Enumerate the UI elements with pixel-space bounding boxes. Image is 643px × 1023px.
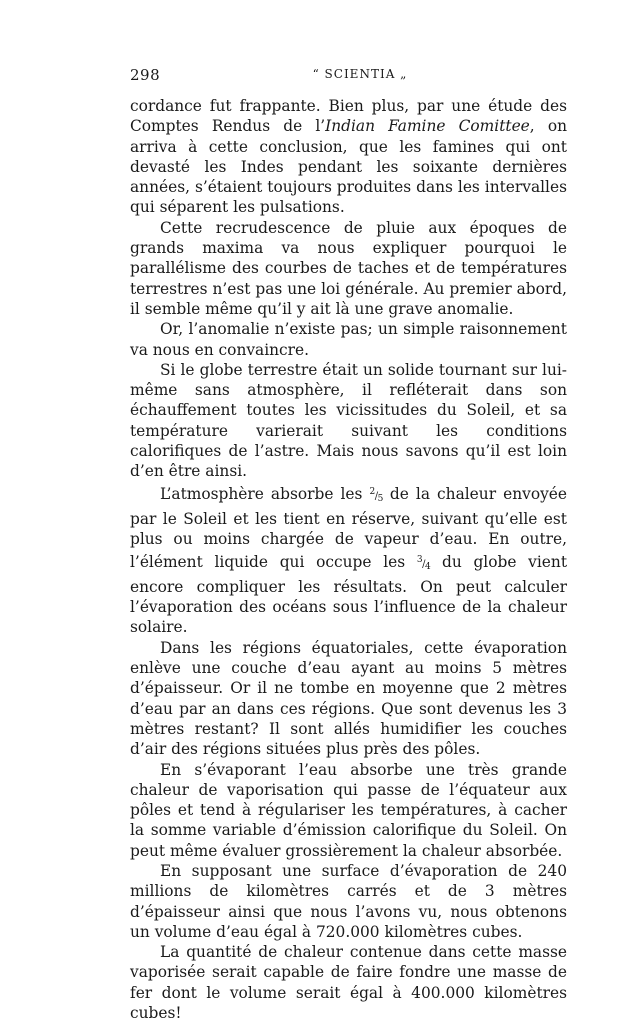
indian-famine-comittee-title: Indian Famine Comittee xyxy=(325,117,530,136)
paragraph-1-text-end: , on arriva à cette conclusion, que les famines qui ont devasté les Indes pendant les soixante dernières années, s’étaient toujours produites dans les intervalles qui séparent les pulsations. xyxy=(130,117,567,217)
page-header xyxy=(130,66,566,86)
paragraph-5 xyxy=(130,482,567,638)
paragraph-2: Cette recrudescence de pluie aux époques de grands maxima va nous expliquer pourquoi le parallélisme des courbes de taches et de températures terrestres n’est pas une loi générale. Au premier abord, il semble même qu’il y ait là une grave anomalie. xyxy=(130,218,567,318)
paragraph-3: Or, l’anomalie n’existe pas; un simple raisonnement va nous en convaincre. xyxy=(130,320,567,359)
body-text xyxy=(130,96,567,1023)
paragraph-1-text-start: cordance fut frappante. Bien plus, par une étude des Comptes Rendus de l’ xyxy=(130,97,567,136)
page-number: 298 xyxy=(130,66,161,84)
fraction-numerator: 2 xyxy=(369,486,375,497)
paragraph-5-text-b: de la chaleur envoyée par le Soleil et les tient en réserve, suivant qu’elle est plus ou moins chargée de vapeur d’eau. En outre, l’élément liquide qui occupe les xyxy=(130,484,567,571)
paragraph-5-text-c: du globe vient encore compliquer les résultats. On peut calculer l’évaporation des océans sous l’influence de la chaleur solaire. xyxy=(130,552,568,637)
fraction-denominator: 4 xyxy=(425,561,431,572)
paragraph-1 xyxy=(130,96,567,218)
paragraph-6: Dans les régions équatoriales, cette évaporation enlève une couche d’eau ayant au moins 5 mètres d’épaisseur. Or il ne tombe en moyenne que 2 mètres d’eau par an dans ces régions. Que sont devenus les 3 mètres restant? Il sont allés humidifier les couches d’air des régions situées plus près des pôles. xyxy=(130,638,567,759)
fraction-two-fifths: $^2/_5$ xyxy=(369,486,383,504)
paragraph-7: En s’évaporant l’eau absorbe une très grande chaleur de vaporisation qui passe de l’équateur aux pôles et tend à régulariser les températures, à cacher la somme variable d’émission calorifique du Soleil. On peut même évaluer grossièrement la chaleur absorbée. xyxy=(130,760,567,860)
paragraph-9: La quantité de chaleur contenue dans cette masse vaporisée serait capable de faire fondre une masse de fer dont le volume serait égal à 400.000 kilomètres cubes! xyxy=(130,943,567,1023)
paragraph-5-text-a: L’atmosphère absorbe les xyxy=(160,484,370,503)
fraction-denominator: 5 xyxy=(377,493,383,504)
fraction-numerator: 3 xyxy=(416,554,423,565)
paragraph-8: En supposant une surface d’évaporation de 240 millions de kilomètres carrés et de 3 mètres d’épaisseur ainsi que nous l’avons vu, nous obtenons un volume d’eau égal à 720.000 kilomètres cubes. xyxy=(130,861,567,941)
fraction-three-quarters: $^3/_4$ xyxy=(416,554,431,572)
running-title: “ SCIENTIA „ xyxy=(312,67,408,81)
paragraph-4: Si le globe terrestre était un solide tournant sur lui-même sans atmosphère, il refléterait dans son échauffement toutes les vicissitudes du Soleil, et sa température varierait suivant les conditions calorifiques de l’astre. Mais nous savons qu’il est loin d’en être ainsi. xyxy=(130,360,567,481)
